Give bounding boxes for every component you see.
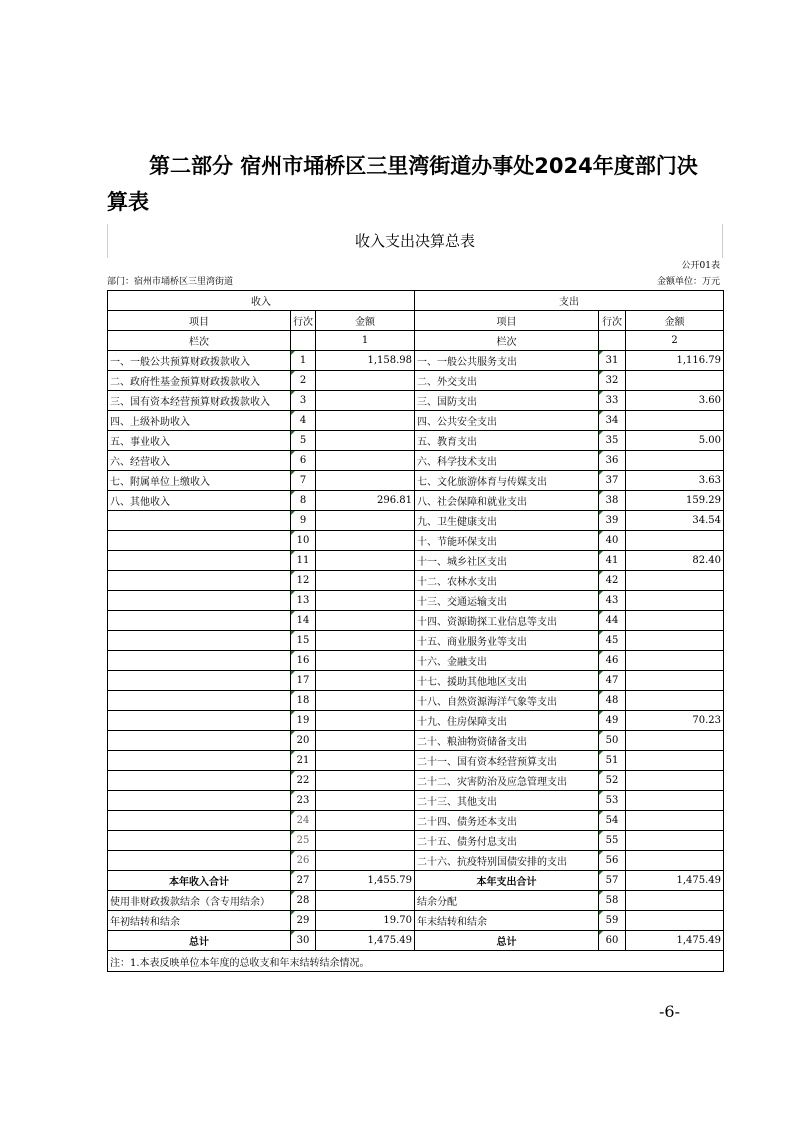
table-row bbox=[108, 431, 724, 451]
expense-summary-amount bbox=[626, 911, 724, 931]
expense-row-number: 39 bbox=[599, 511, 626, 531]
income-item-cell bbox=[108, 691, 291, 711]
income-item-cell bbox=[108, 671, 291, 691]
income-item-cell bbox=[108, 651, 291, 671]
heading-line-2: 算表 bbox=[107, 190, 149, 214]
expense-col-index-blank bbox=[599, 331, 626, 351]
expense-amount-cell bbox=[626, 851, 724, 871]
expense-row-number: 35 bbox=[599, 431, 626, 451]
table-row bbox=[108, 851, 724, 871]
table-row bbox=[108, 631, 724, 651]
income-amount-cell bbox=[316, 471, 415, 491]
expense-col-index-label: 栏次 bbox=[415, 331, 599, 351]
expense-summary-row-number: 57 bbox=[599, 871, 626, 891]
income-item-cell: 五、事业收入 bbox=[108, 431, 291, 451]
expense-rowno-header: 行次 bbox=[599, 311, 626, 331]
expense-amount-cell: 34.54 bbox=[626, 511, 724, 531]
expense-section-header: 支出 bbox=[415, 291, 724, 311]
expense-amount-cell bbox=[626, 831, 724, 851]
income-summary-item: 使用非财政拨款结余（含专用结余） bbox=[108, 891, 291, 911]
income-amount-cell bbox=[316, 691, 415, 711]
table-row bbox=[108, 611, 724, 631]
income-row-number: 2 bbox=[291, 371, 316, 391]
amount-unit-label: 金额单位：万元 bbox=[656, 277, 720, 287]
expense-amount-cell bbox=[626, 451, 724, 471]
expense-item-cell: 三、国防支出 bbox=[415, 391, 599, 411]
table-row bbox=[108, 451, 724, 471]
expense-summary-row-number: 60 bbox=[599, 931, 626, 951]
table-row bbox=[108, 791, 724, 811]
summary-row bbox=[108, 891, 724, 911]
income-amount-cell bbox=[316, 411, 415, 431]
expense-row-number: 38 bbox=[599, 491, 626, 511]
dept-unit-row bbox=[107, 274, 723, 290]
income-amount-cell bbox=[316, 791, 415, 811]
table-summary bbox=[108, 871, 724, 951]
income-row-number: 8 bbox=[291, 491, 316, 511]
expense-item-cell: 二十、粮油物资储备支出 bbox=[415, 731, 599, 751]
table-row bbox=[108, 671, 724, 691]
income-amount-cell bbox=[316, 711, 415, 731]
expense-summary-item: 年末结转和结余 bbox=[415, 911, 599, 931]
expense-row-number: 47 bbox=[599, 671, 626, 691]
expense-item-cell: 二、外交支出 bbox=[415, 371, 599, 391]
expense-row-number: 53 bbox=[599, 791, 626, 811]
expense-item-cell: 二十一、国有资本经营预算支出 bbox=[415, 751, 599, 771]
income-item-cell bbox=[108, 531, 291, 551]
income-item-cell: 三、国有资本经营预算财政拨款收入 bbox=[108, 391, 291, 411]
income-amount-cell bbox=[316, 371, 415, 391]
expense-amount-cell bbox=[626, 751, 724, 771]
income-row-number: 6 bbox=[291, 451, 316, 471]
income-amount-cell: 296.81 bbox=[316, 491, 415, 511]
form-number: 公开01表 bbox=[681, 261, 720, 271]
expense-item-cell: 六、科学技术支出 bbox=[415, 451, 599, 471]
expense-row-number: 56 bbox=[599, 851, 626, 871]
summary-row bbox=[108, 871, 724, 891]
expense-item-cell: 十七、援助其他地区支出 bbox=[415, 671, 599, 691]
income-item-cell bbox=[108, 731, 291, 751]
table-row bbox=[108, 511, 724, 531]
income-col-index: 1 bbox=[316, 331, 415, 351]
income-summary-amount: 19.70 bbox=[316, 911, 415, 931]
expense-item-cell: 二十三、其他支出 bbox=[415, 791, 599, 811]
expense-row-number: 41 bbox=[599, 551, 626, 571]
table-row bbox=[108, 811, 724, 831]
expense-amount-cell bbox=[626, 631, 724, 651]
income-amount-cell bbox=[316, 811, 415, 831]
income-amount-cell bbox=[316, 671, 415, 691]
expense-amount-cell: 5.00 bbox=[626, 431, 724, 451]
expense-row-number: 33 bbox=[599, 391, 626, 411]
summary-table bbox=[107, 290, 724, 972]
income-item-cell bbox=[108, 771, 291, 791]
expense-amount-cell bbox=[626, 611, 724, 631]
income-item-cell: 六、经营收入 bbox=[108, 451, 291, 471]
income-row-number: 17 bbox=[291, 671, 316, 691]
expense-row-number: 52 bbox=[599, 771, 626, 791]
income-item-cell: 一、一般公共预算财政拨款收入 bbox=[108, 351, 291, 371]
table-row bbox=[108, 711, 724, 731]
expense-amount-cell bbox=[626, 731, 724, 751]
expense-amount-cell bbox=[626, 651, 724, 671]
income-summary-row-number: 30 bbox=[291, 931, 316, 951]
income-row-number: 13 bbox=[291, 591, 316, 611]
expense-amount-header: 金额 bbox=[626, 311, 724, 331]
income-row-number: 7 bbox=[291, 471, 316, 491]
income-amount-cell bbox=[316, 851, 415, 871]
expense-row-number: 49 bbox=[599, 711, 626, 731]
income-amount-header: 金额 bbox=[316, 311, 415, 331]
income-summary-item: 本年收入合计 bbox=[108, 871, 291, 891]
table-title: 收入支出决算总表 bbox=[107, 224, 723, 258]
expense-row-number: 32 bbox=[599, 371, 626, 391]
income-item-cell bbox=[108, 751, 291, 771]
income-summary-item: 总计 bbox=[108, 931, 291, 951]
income-row-number: 26 bbox=[291, 851, 316, 871]
expense-row-number: 40 bbox=[599, 531, 626, 551]
expense-item-cell: 四、公共安全支出 bbox=[415, 411, 599, 431]
income-summary-amount: 1,475.49 bbox=[316, 931, 415, 951]
income-row-number: 18 bbox=[291, 691, 316, 711]
table-body bbox=[108, 351, 724, 871]
expense-amount-cell bbox=[626, 671, 724, 691]
income-amount-cell bbox=[316, 551, 415, 571]
expense-item-cell: 十二、农林水支出 bbox=[415, 571, 599, 591]
table-row bbox=[108, 351, 724, 371]
income-summary-item: 年初结转和结余 bbox=[108, 911, 291, 931]
expense-summary-item: 本年支出合计 bbox=[415, 871, 599, 891]
income-row-number: 12 bbox=[291, 571, 316, 591]
income-item-cell bbox=[108, 851, 291, 871]
heading-line-1: 第二部分 宿州市埇桥区三里湾街道办事处2024年度部门决 bbox=[149, 154, 698, 178]
income-item-cell bbox=[108, 811, 291, 831]
expense-summary-row-number: 59 bbox=[599, 911, 626, 931]
income-item-cell bbox=[108, 551, 291, 571]
expense-row-number: 34 bbox=[599, 411, 626, 431]
expense-row-number: 50 bbox=[599, 731, 626, 751]
header-row-column-index bbox=[108, 331, 724, 351]
form-number-row bbox=[107, 258, 723, 274]
table-row bbox=[108, 751, 724, 771]
table-note: 注：1.本表反映单位本年度的总收支和年末结转结余情况。 bbox=[108, 951, 724, 972]
income-row-number: 3 bbox=[291, 391, 316, 411]
expense-amount-cell: 82.40 bbox=[626, 551, 724, 571]
expense-item-cell: 二十二、灾害防治及应急管理支出 bbox=[415, 771, 599, 791]
expense-item-cell: 九、卫生健康支出 bbox=[415, 511, 599, 531]
income-item-cell: 七、附属单位上缴收入 bbox=[108, 471, 291, 491]
expense-item-cell: 七、文化旅游体育与传媒支出 bbox=[415, 471, 599, 491]
expense-amount-cell bbox=[626, 371, 724, 391]
expense-item-cell: 一、一般公共服务支出 bbox=[415, 351, 599, 371]
income-col-index-blank bbox=[291, 331, 316, 351]
expense-item-cell: 八、社会保障和就业支出 bbox=[415, 491, 599, 511]
department-label: 部门：宿州市埇桥区三里湾街道 bbox=[107, 277, 234, 287]
note-row bbox=[108, 951, 724, 972]
income-summary-row-number: 29 bbox=[291, 911, 316, 931]
table-row bbox=[108, 771, 724, 791]
income-row-number: 20 bbox=[291, 731, 316, 751]
table-row bbox=[108, 551, 724, 571]
table-row bbox=[108, 591, 724, 611]
table-row bbox=[108, 391, 724, 411]
income-item-header: 项目 bbox=[108, 311, 291, 331]
expense-row-number: 36 bbox=[599, 451, 626, 471]
expense-summary-row-number: 58 bbox=[599, 891, 626, 911]
header-row-columns bbox=[108, 311, 724, 331]
table-row bbox=[108, 691, 724, 711]
expense-item-header: 项目 bbox=[415, 311, 599, 331]
income-row-number: 15 bbox=[291, 631, 316, 651]
income-amount-cell bbox=[316, 531, 415, 551]
income-amount-cell bbox=[316, 831, 415, 851]
expense-row-number: 54 bbox=[599, 811, 626, 831]
income-item-cell: 八、其他收入 bbox=[108, 491, 291, 511]
income-amount-cell bbox=[316, 511, 415, 531]
expense-row-number: 43 bbox=[599, 591, 626, 611]
table-row bbox=[108, 831, 724, 851]
income-amount-cell bbox=[316, 391, 415, 411]
document-heading bbox=[107, 148, 707, 220]
income-row-number: 9 bbox=[291, 511, 316, 531]
income-section-header: 收入 bbox=[108, 291, 415, 311]
income-item-cell bbox=[108, 591, 291, 611]
income-item-cell bbox=[108, 711, 291, 731]
income-summary-amount bbox=[316, 891, 415, 911]
income-item-cell: 四、上级补助收入 bbox=[108, 411, 291, 431]
expense-item-cell: 十四、资源勘探工业信息等支出 bbox=[415, 611, 599, 631]
expense-item-cell: 十九、住房保障支出 bbox=[415, 711, 599, 731]
expense-amount-cell: 1,116.79 bbox=[626, 351, 724, 371]
expense-item-cell: 二十五、债务付息支出 bbox=[415, 831, 599, 851]
table-row bbox=[108, 731, 724, 751]
expense-amount-cell: 3.63 bbox=[626, 471, 724, 491]
table-row bbox=[108, 571, 724, 591]
income-row-number: 23 bbox=[291, 791, 316, 811]
table-row bbox=[108, 471, 724, 491]
expense-row-number: 42 bbox=[599, 571, 626, 591]
income-item-cell bbox=[108, 791, 291, 811]
income-amount-cell bbox=[316, 591, 415, 611]
expense-item-cell: 十六、金融支出 bbox=[415, 651, 599, 671]
expense-row-number: 51 bbox=[599, 751, 626, 771]
income-item-cell: 二、政府性基金预算财政拨款收入 bbox=[108, 371, 291, 391]
expense-summary-item: 总计 bbox=[415, 931, 599, 951]
summary-row bbox=[108, 931, 724, 951]
income-col-index-label: 栏次 bbox=[108, 331, 291, 351]
expense-row-number: 44 bbox=[599, 611, 626, 631]
income-row-number: 16 bbox=[291, 651, 316, 671]
expense-item-cell: 十五、商业服务业等支出 bbox=[415, 631, 599, 651]
expense-amount-cell bbox=[626, 591, 724, 611]
expense-row-number: 46 bbox=[599, 651, 626, 671]
income-row-number: 14 bbox=[291, 611, 316, 631]
expense-summary-amount: 1,475.49 bbox=[626, 931, 724, 951]
expense-item-cell: 二十四、债务还本支出 bbox=[415, 811, 599, 831]
income-row-number: 5 bbox=[291, 431, 316, 451]
income-row-number: 10 bbox=[291, 531, 316, 551]
income-amount-cell bbox=[316, 451, 415, 471]
income-row-number: 19 bbox=[291, 711, 316, 731]
expense-amount-cell bbox=[626, 411, 724, 431]
expense-summary-item: 结余分配 bbox=[415, 891, 599, 911]
table-row bbox=[108, 651, 724, 671]
income-item-cell bbox=[108, 631, 291, 651]
income-rowno-header: 行次 bbox=[291, 311, 316, 331]
income-amount-cell: 1,158.98 bbox=[316, 351, 415, 371]
income-amount-cell bbox=[316, 751, 415, 771]
expense-item-cell: 五、教育支出 bbox=[415, 431, 599, 451]
expense-row-number: 55 bbox=[599, 831, 626, 851]
table-row bbox=[108, 411, 724, 431]
table-row bbox=[108, 531, 724, 551]
income-row-number: 1 bbox=[291, 351, 316, 371]
income-row-number: 25 bbox=[291, 831, 316, 851]
income-expense-sheet bbox=[107, 224, 723, 972]
expense-item-cell: 十一、城乡社区支出 bbox=[415, 551, 599, 571]
income-row-number: 22 bbox=[291, 771, 316, 791]
expense-amount-cell bbox=[626, 531, 724, 551]
income-amount-cell bbox=[316, 611, 415, 631]
expense-summary-amount: 1,475.49 bbox=[626, 871, 724, 891]
expense-amount-cell: 159.29 bbox=[626, 491, 724, 511]
expense-item-cell: 十、节能环保支出 bbox=[415, 531, 599, 551]
income-row-number: 11 bbox=[291, 551, 316, 571]
expense-amount-cell bbox=[626, 571, 724, 591]
income-amount-cell bbox=[316, 571, 415, 591]
table-row bbox=[108, 371, 724, 391]
income-amount-cell bbox=[316, 431, 415, 451]
expense-amount-cell bbox=[626, 691, 724, 711]
income-item-cell bbox=[108, 511, 291, 531]
income-summary-row-number: 28 bbox=[291, 891, 316, 911]
expense-amount-cell: 3.60 bbox=[626, 391, 724, 411]
expense-summary-amount bbox=[626, 891, 724, 911]
expense-amount-cell: 70.23 bbox=[626, 711, 724, 731]
table-row bbox=[108, 491, 724, 511]
page-number: -6- bbox=[659, 1002, 680, 1021]
header-row-sections bbox=[108, 291, 724, 311]
expense-amount-cell bbox=[626, 791, 724, 811]
income-summary-row-number: 27 bbox=[291, 871, 316, 891]
income-item-cell bbox=[108, 611, 291, 631]
expense-col-index: 2 bbox=[626, 331, 724, 351]
summary-row bbox=[108, 911, 724, 931]
income-item-cell bbox=[108, 831, 291, 851]
income-row-number: 24 bbox=[291, 811, 316, 831]
income-amount-cell bbox=[316, 651, 415, 671]
expense-item-cell: 十八、自然资源海洋气象等支出 bbox=[415, 691, 599, 711]
expense-row-number: 31 bbox=[599, 351, 626, 371]
expense-row-number: 48 bbox=[599, 691, 626, 711]
expense-item-cell: 二十六、抗疫特别国债安排的支出 bbox=[415, 851, 599, 871]
expense-amount-cell bbox=[626, 771, 724, 791]
income-row-number: 21 bbox=[291, 751, 316, 771]
expense-row-number: 37 bbox=[599, 471, 626, 491]
income-amount-cell bbox=[316, 771, 415, 791]
income-amount-cell bbox=[316, 731, 415, 751]
income-amount-cell bbox=[316, 631, 415, 651]
expense-amount-cell bbox=[626, 811, 724, 831]
income-summary-amount: 1,455.79 bbox=[316, 871, 415, 891]
expense-row-number: 45 bbox=[599, 631, 626, 651]
income-row-number: 4 bbox=[291, 411, 316, 431]
income-item-cell bbox=[108, 571, 291, 591]
expense-item-cell: 十三、交通运输支出 bbox=[415, 591, 599, 611]
